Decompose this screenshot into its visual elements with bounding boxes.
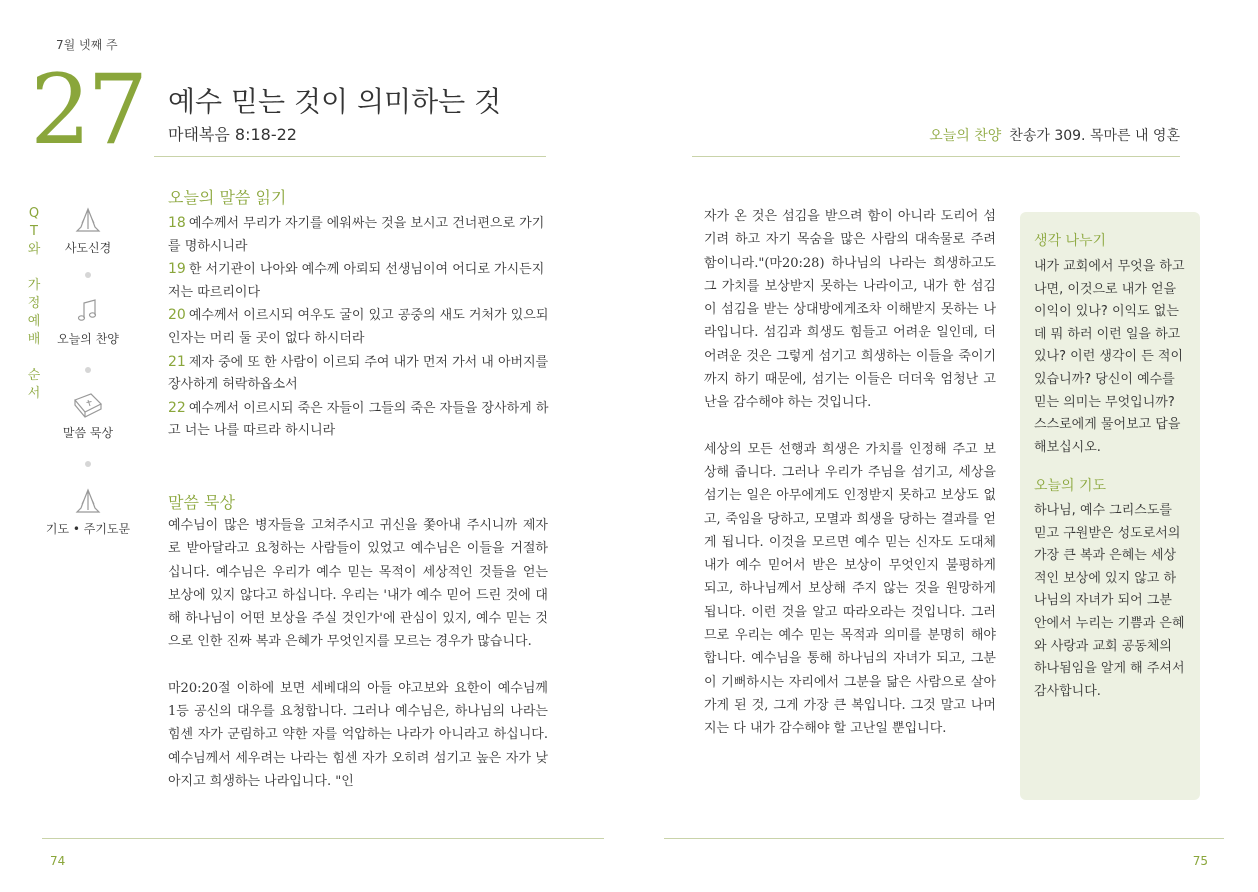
praying-hands-icon [73,205,103,235]
verse [168,212,550,258]
step-label: 오늘의 찬양 [57,332,119,346]
bible-icon [71,390,105,420]
share-thoughts-title: 생각 나누기 [1034,233,1107,249]
meditation-paragraph: 세상의 모든 선행과 희생은 가치를 인정해 주고 보상해 줍니다. 그러나 우리가 주님을 섬기고, 세상을 섬기는 일은 아무에게도 인정받지 못하고 보상도 없고, 죽임을 당하고, 모멸과 희생을 당하는 결과를 얻게 됩니다. 이것을 모르면 예수 믿는 신자도 도대체 내가 예수 믿어서 받은 보상이 무엇인지 불평하게 되고, 하나님께서 보상해 주지 않는 것을 원망하게 됩니다. 이런 것을 알고 따라오라는 것입니다. 그러므로 우리는 예수 믿는 목적과 의미를 분명히 해야 합니다. 예수님을 통해 하나님의 자녀가 되고, 그분이 기뻐하시는 자리에서 그분을 닮은 사람으로 살아가게 된 것, 그게 가장 큰 복입니다. 그것 말고 나머지는 다 내가 감수해야 할 고난일 뿐입니다. [704,441,996,737]
page-number-left: 74 [50,854,66,868]
meditation-paragraph: 마20:20절 이하에 보면 세베대의 아들 야고보와 요한이 예수님께 1등 공신의 대우를 요청합니다. 그러나 예수님은, 하나님의 나라는 힘센 자가 군림하고 약한 자를 억압하는 나라가 아니라고 하십니다. 예수님께서 세우려는 나라는 힘센 자가 오히려 섬기고 높은 자가 낮아지고 희생하는 나라입니다. "인 [168,680,548,789]
page-number-right: 75 [1192,854,1208,868]
verse [168,304,550,350]
vertical-char: 와 [27,242,41,257]
vertical-gap [26,349,42,367]
hymn-label: 오늘의 찬양 [929,128,1002,144]
todays-prayer-title: 오늘의 기도 [1034,478,1107,494]
page-title: 예수 믿는 것이 의미하는 것 [168,85,502,118]
header-divider-left [154,156,546,157]
step-separator-dot [85,461,91,467]
share-thoughts-text: 내가 교회에서 무엇을 하고 나면, 이것으로 내가 얻을 이익이 있나? 이익도 없는데 뭐 하러 이런 일을 하고 있나? 이런 생각이 든 적이 있습니까? 당신이 예수를 믿는 의미는 무엇입니까? 스스로에게 물어보고 답을 해보십시오. [1034,259,1185,455]
verse-text: 예수께서 이르시되 죽은 자들이 그들의 죽은 자들을 장사하게 하고 너는 나를 따르라 하시니라 [168,400,549,439]
step-label: 말씀 묵상 [62,426,114,440]
step-label: 기도 • 주기도문 [45,522,131,536]
step-apostles-creed [38,205,138,256]
meditation-paragraph: 예수님이 많은 병자들을 고쳐주시고 귀신을 쫓아내 주시니까 제자로 받아달라고 요청하는 사람들이 있었고 예수님은 이들을 거절하십니다. 예수님은 우리가 예수 믿는 목적이 세상적인 것들을 얻는 보상에 있지 않다고 하십니다. 우리는 '내가 예수 믿어 드린 것에 대해 하나님이 어떤 보상을 주실 것인가'에 관심이 있지, 예수 믿는 것으로 인한 진짜 복과 은혜가 무엇인지를 모르는 경우가 많습니다. [168,518,548,650]
vertical-char: 가 [27,278,41,293]
vertical-char: T [30,224,38,239]
music-note-icon [73,296,103,326]
scripture-verses [168,212,550,443]
verse-number: 21 [168,353,186,370]
verse-number: 18 [168,215,186,231]
header-divider-right [692,156,1180,157]
step-prayer [38,486,138,537]
vertical-char: 배 [27,332,41,347]
verse-number: 22 [168,399,186,416]
todays-hymn [929,125,1180,145]
verse-text: 예수께서 무리가 자기를 에워싸는 것을 보시고 건너편으로 가기를 명하시니라 [168,216,545,254]
vertical-char: 정 [27,296,41,311]
praying-hands-icon [73,486,103,516]
vertical-char: 서 [27,386,41,401]
vertical-char: 예 [27,314,41,329]
step-meditation [38,390,138,441]
verse-number: 19 [168,261,186,278]
scripture-reference: 마태복음 8:18-22 [168,125,297,144]
step-separator-dot [85,367,91,373]
day-number: 27 [30,54,145,166]
verse [168,397,550,443]
meditation-text-left [168,514,548,793]
verse [168,258,550,304]
step-separator-dot [85,272,91,278]
meditation-text-right [704,205,996,741]
verse-text: 예수께서 이르시되 여우도 굴이 있고 공중의 새도 거처가 있으되 인자는 머리 둘 곳이 없다 하시더라 [168,308,549,346]
week-label: 7월 넷째 주 [56,38,118,52]
reading-section-title: 오늘의 말씀 읽기 [168,188,287,207]
step-label: 사도신경 [64,241,112,255]
hymn-value: 찬송가 309. 목마른 내 영혼 [1009,128,1180,144]
verse [168,351,550,397]
meditation-paragraph: 자가 온 것은 섬김을 받으려 함이 아니라 도리어 섬기려 하고 자기 목숨을 많은 사람의 대속물로 주려 함이니라."(마20:28) 하나님의 나라는 희생하고도 그 가치를 보상받지 못하는 나라이고, 내가 한 섬김이 섬김을 받는 상대방에게조차 이해받지 못하는 나라입니다. 섬김과 희생도 힘들고 어려운 일인데, 더 어려운 것은 그렇게 섬기고 희생하는 이들을 죽이기까지 하기 때문에, 섬기는 이들은 더더욱 엄청난 고난을 감수해야 하는 것입니다. [704,209,996,411]
footer-divider-right [664,838,1224,839]
step-todays-hymn [38,296,138,347]
vertical-char: 순 [27,368,41,383]
verse-text: 한 서기관이 나아와 예수께 아뢰되 선생님이여 어디로 가시든지 저는 따르리이다 [168,262,545,300]
vertical-char: Q [28,206,40,221]
verse-text: 제자 중에 또 한 사람이 이르되 주여 내가 먼저 가서 내 아버지를 장사하게 허락하옵소서 [168,354,549,393]
verse-number: 20 [168,307,186,324]
vertical-gap [26,259,42,277]
footer-divider-left [42,838,604,839]
todays-prayer-text: 하나님, 예수 그리스도를 믿고 구원받은 성도로서의 가장 큰 복과 은혜는 세상적인 보상에 있지 않고 하나님의 자녀가 되어 그분 안에서 누리는 기쁨과 은혜와 사랑과 교회 공동체의 하나됨임을 알게 해 주셔서 감사합니다. [1034,503,1185,699]
meditation-section-title: 말씀 묵상 [168,493,235,512]
